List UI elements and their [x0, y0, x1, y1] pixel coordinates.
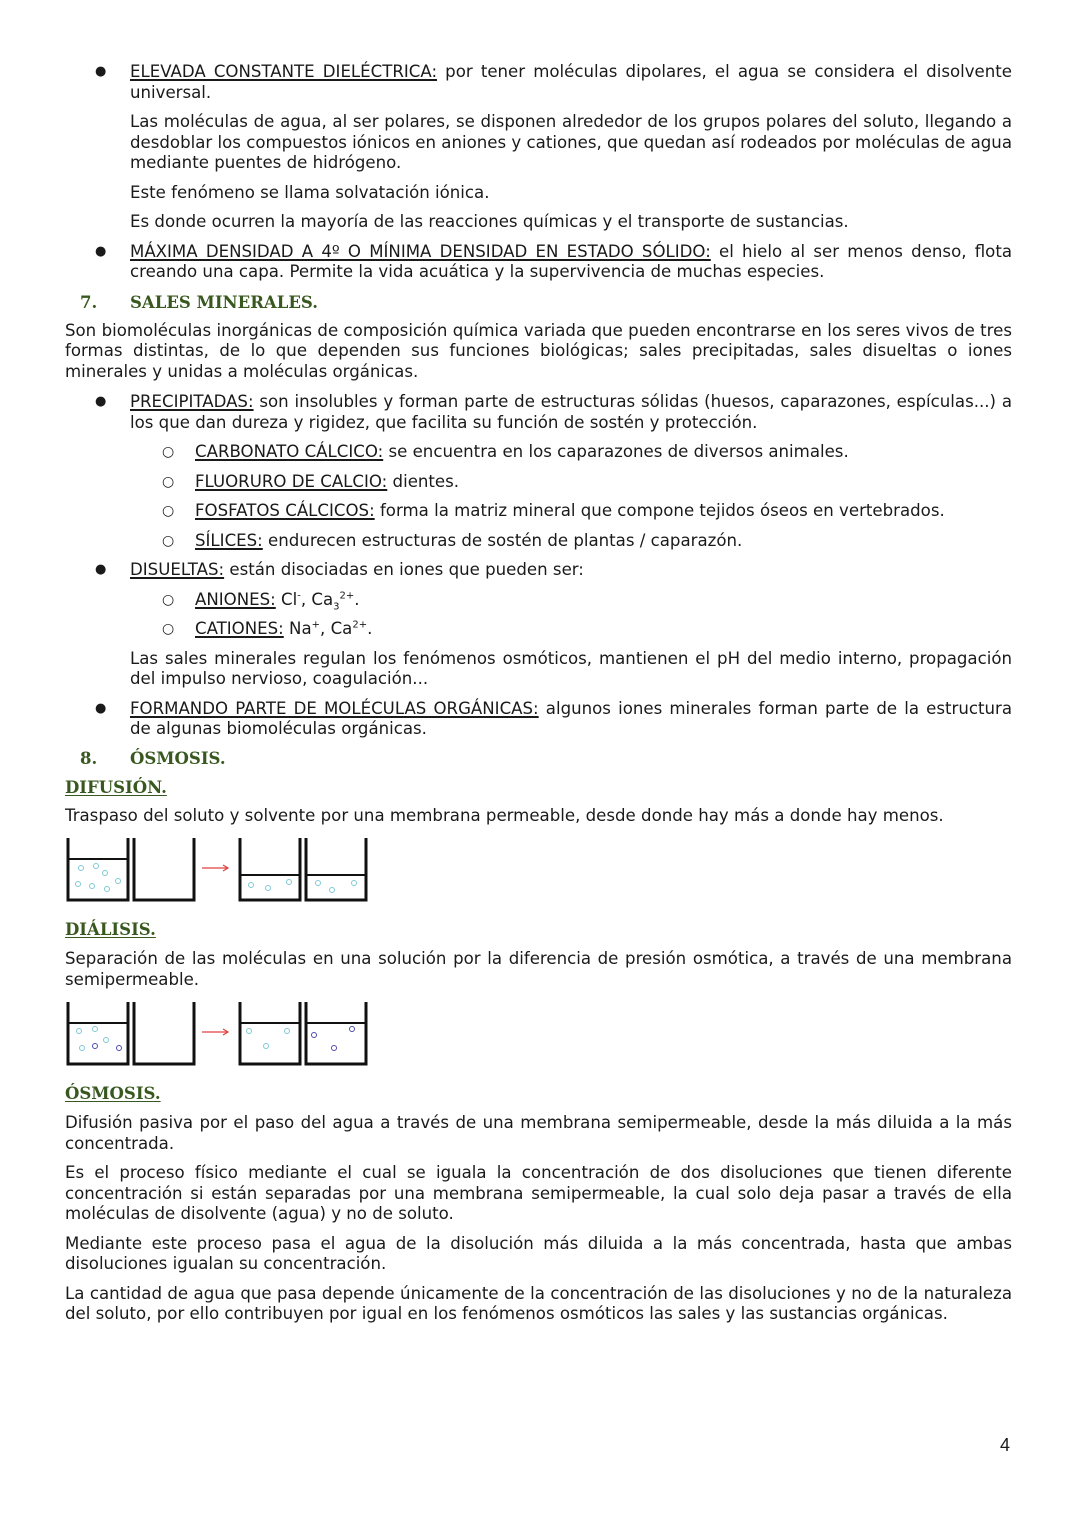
solute-particles: [77, 1027, 122, 1051]
ion-text: .: [354, 589, 360, 609]
beaker-right-b: [306, 838, 366, 900]
sub-item-title: FOSFATOS CÁLCICOS:: [195, 501, 375, 520]
bullet-text: son insolubles y forman parte de estructuras sólidas (huesos, caparazones, espículas...) a los que dan dureza y rigidez, que facilita su función de sostén y protección.: [130, 392, 1012, 432]
bullet-text: algunos iones minerales forman parte de la estructura de algunas biomoléculas orgánicas.: [130, 698, 1012, 738]
bullet-density: [65, 242, 1012, 283]
sub-item: [65, 442, 1012, 463]
bullet-text: por tener moléculas dipolares, el agua se considera el disolvente universal.: [130, 62, 1012, 102]
bullet-title: FORMANDO PARTE DE MOLÉCULAS ORGÁNICAS:: [130, 698, 539, 718]
bullet-title: MÁXIMA DENSIDAD A 4º O MÍNIMA DENSIDAD EN ESTADO SÓLIDO:: [130, 241, 711, 261]
paragraph: Las sales minerales regulan los fenómenos osmóticos, mantienen el pH del medio interno, propagación del impulso nervioso, coagulación...: [130, 648, 1012, 688]
bullet-title: ELEVADA CONSTANTE DIELÉCTRICA:: [130, 62, 438, 81]
dialisis-diagram: [65, 1000, 375, 1070]
page-number: 4: [1000, 1435, 1011, 1455]
section-7-intro: Son biomoléculas inorgánicas de composición química variada que pueden encontrarse en los seres vivos de tres formas distintas, de lo que dependen sus funciones biológicas; sales precipitadas, sales disueltas o iones minerales y unidas a moléculas orgánicas.: [65, 320, 1012, 381]
sub-item-text: se encuentra en los caparazones de diversos animales.: [383, 442, 849, 461]
solute-particles: [249, 880, 357, 893]
osmosis-paragraph: La cantidad de agua que pasa depende únicamente de la concentración de las disoluciones y no de la naturaleza del soluto, por ello contribuyen por igual en los fenómenos osmóticos las sales y las sustancias orgánicas.: [65, 1283, 1012, 1323]
osmosis-paragraph: Es el proceso físico mediante el cual se iguala la concentración de dos disoluciones que tienen diferente concentración si están separadas por una membrana semipermeable, la cual solo deja pasar a través de ella moléculas de disolvente (agua) y no de soluto.: [65, 1163, 1012, 1223]
ion-text: Na: [283, 619, 312, 638]
osmosis-heading: ÓSMOSIS.: [65, 1084, 161, 1103]
ion-text: Cl: [275, 589, 298, 609]
bullet-precipitadas: [65, 392, 1012, 433]
document-page: [65, 62, 1012, 1325]
sub-item-cationes: [65, 619, 1012, 640]
section-7-heading: [65, 293, 1012, 313]
bullet-dielectric: [65, 62, 1012, 103]
paragraph: Las moléculas de agua, al ser polares, se disponen alrededor de los grupos polares del soluto, llegando a desdoblar los compuestos iónicos en aniones y cationes, que quedan así rodeados por moléculas de agua mediante puentes de hidrógeno.: [130, 112, 1012, 172]
sub-item-title: CARBONATO CÁLCICO:: [195, 442, 384, 461]
beaker-left-b: [134, 1002, 194, 1064]
paragraph: Es donde ocurren la mayoría de las reacciones químicas y el transporte de sustancias.: [130, 212, 849, 231]
section-title: SALES MINERALES.: [130, 292, 318, 312]
sub-item-title: SÍLICES:: [195, 530, 263, 550]
sub-item-aniones: [65, 590, 1012, 611]
osmosis-paragraph: Mediante este proceso pasa el agua de la disolución más diluida a la más concentrada, hasta que ambas disoluciones igualan su concentración.: [65, 1233, 1012, 1273]
ion-text: .: [367, 619, 373, 638]
section-number: 8.: [80, 748, 98, 768]
bullet-disueltas: [65, 560, 1012, 581]
difusion-heading: DIFUSIÓN.: [65, 777, 167, 797]
sub-item: [65, 531, 1012, 552]
ion-text: , Ca: [300, 589, 334, 609]
sub-item-title: FLUORURO DE CALCIO:: [195, 471, 388, 491]
dialisis-text: Separación de las moléculas en una solución por la diferencia de presión osmótica, a través de una membrana semipermeable.: [65, 949, 1012, 989]
bullet-title: DISUELTAS:: [130, 560, 225, 579]
bullet-text: están disociadas en iones que pueden ser:: [224, 560, 584, 579]
ion-subscript: 3: [333, 600, 340, 612]
sub-item-title: ANIONES:: [195, 589, 276, 609]
ion-charge: -: [297, 589, 301, 601]
sub-item-text: forma la matriz mineral que compone tejidos óseos en vertebrados.: [374, 501, 945, 520]
sub-item-title: CATIONES:: [195, 619, 284, 638]
beaker-left-b: [134, 838, 194, 900]
section-title: ÓSMOSIS.: [130, 748, 226, 768]
ion-text: , Ca: [320, 619, 353, 638]
beaker-left-a: [68, 838, 128, 900]
section-number: 7.: [80, 292, 98, 312]
difusion-text: Traspaso del soluto y solvente por una membrana permeable, desde donde hay más a donde hay menos.: [65, 805, 944, 825]
bullet-title: PRECIPITADAS:: [130, 392, 254, 411]
dialisis-heading: DIÁLISIS.: [65, 920, 156, 939]
difusion-diagram: [65, 836, 375, 906]
sub-item-text: dientes.: [387, 471, 460, 491]
sub-item-text: endurecen estructuras de sostén de plantas / caparazón.: [262, 530, 743, 550]
ion-charge: 2+: [352, 619, 368, 631]
section-8-heading: [65, 749, 1012, 769]
paragraph: Este fenómeno se llama solvatación iónica.: [130, 182, 490, 202]
osmosis-paragraph: Difusión pasiva por el paso del agua a través de una membrana semipermeable, desde la más diluida a la más concentrada.: [65, 1113, 1012, 1153]
bullet-organicas: [65, 699, 1012, 740]
ion-charge: +: [311, 619, 321, 631]
beaker-right-a: [240, 838, 300, 900]
bullet-text: el hielo al ser menos denso, flota creando una capa. Permite la vida acuática y la supervivencia de muchas especies.: [130, 241, 1012, 281]
sub-item: [65, 472, 1012, 493]
ion-charge: 2+: [339, 589, 355, 601]
solute-particles: [76, 864, 121, 892]
sub-item: [65, 501, 1012, 522]
